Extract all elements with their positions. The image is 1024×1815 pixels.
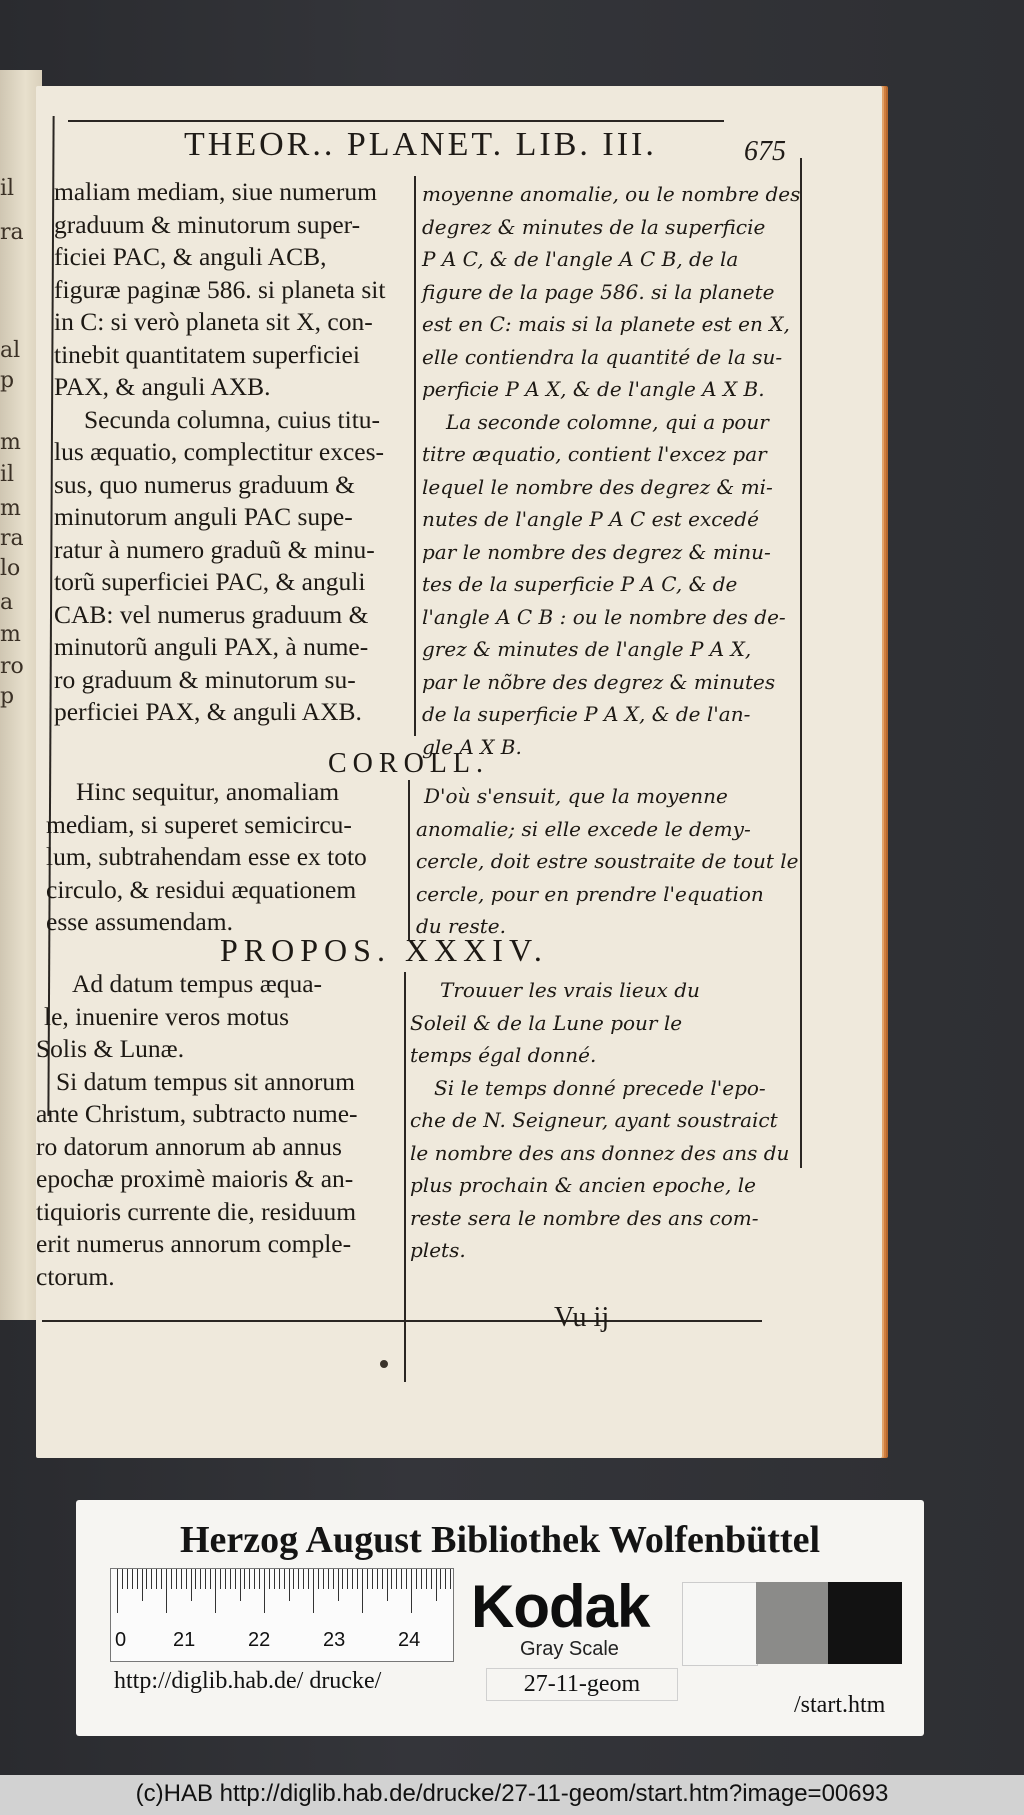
ruler-tick bbox=[352, 1569, 353, 1589]
ruler-tick bbox=[357, 1569, 358, 1589]
ruler-tick bbox=[235, 1569, 236, 1589]
text-line: gle A X B. bbox=[422, 734, 522, 759]
ruler-tick bbox=[431, 1569, 432, 1589]
text-line: du reste. bbox=[416, 914, 506, 938]
text-line: tes de la superficie P A C, & de bbox=[422, 572, 738, 596]
text-line: ro datorum annorum ab annus bbox=[36, 1131, 342, 1161]
ruler-tick bbox=[411, 1569, 412, 1613]
french-column-1 bbox=[422, 178, 800, 763]
text-line: ctorum. bbox=[36, 1261, 115, 1291]
latin-column-1 bbox=[54, 176, 385, 729]
ruler-tick bbox=[220, 1569, 221, 1589]
text-line: Si datum tempus sit annorum bbox=[56, 1066, 355, 1096]
copyright-url-text: (c)HAB http://diglib.hab.de/drucke/27-11-geom/start.htm?image=00693 bbox=[135, 1780, 889, 1807]
ruler-tick bbox=[421, 1569, 422, 1589]
bottom-rule bbox=[42, 1320, 762, 1322]
ruler-tick bbox=[210, 1569, 211, 1589]
ruler-tick bbox=[372, 1569, 373, 1589]
ruler-tick bbox=[259, 1569, 260, 1589]
text-line: lequel le nombre des degrez & mi- bbox=[422, 474, 773, 499]
text-line: P A C, & de l'angle A C B, de la bbox=[422, 247, 739, 271]
ruler-tick bbox=[396, 1569, 397, 1589]
facing-page-fragment: a bbox=[0, 590, 14, 615]
ruler-tick bbox=[117, 1569, 118, 1613]
text-line: Ad datum tempus æqua- bbox=[72, 969, 323, 998]
text-line: reste sera le nombre des ans com- bbox=[410, 1205, 759, 1230]
ruler-tick bbox=[161, 1569, 162, 1589]
ruler-tick bbox=[323, 1569, 324, 1589]
ruler-tick bbox=[215, 1569, 216, 1613]
ruler-tick bbox=[426, 1569, 427, 1589]
text-line: anomalie; si elle excede le demy- bbox=[416, 816, 751, 841]
text-line: de la superficie P A X, & de l'an- bbox=[422, 702, 751, 726]
text-line: sus, quo numerus graduum & bbox=[54, 469, 356, 499]
library-name: Herzog August Bibliothek Wolfenbüttel bbox=[179, 1519, 821, 1561]
ruler-tick bbox=[122, 1569, 123, 1589]
url-suffix: /start.htm bbox=[794, 1692, 886, 1718]
text-line: Hinc sequitur, anomaliam bbox=[76, 777, 340, 806]
color-calibration-target bbox=[76, 1500, 924, 1736]
ruler-tick bbox=[137, 1569, 138, 1589]
text-line: minutorum anguli PAC supe- bbox=[54, 502, 353, 531]
running-title: THEOR.. PLANET. LIB. III. bbox=[184, 126, 657, 163]
text-line: ante Christum, subtracto nume- bbox=[36, 1099, 358, 1128]
text-line: erit numerus annorum comple- bbox=[36, 1229, 352, 1258]
text-line: perficiei PAX, & anguli AXB. bbox=[54, 697, 362, 726]
signature-mark: Vu ij bbox=[554, 1302, 610, 1333]
ruler-tick bbox=[230, 1569, 231, 1589]
text-line: temps égal donné. bbox=[410, 1043, 597, 1067]
kodak-logo: Kodak bbox=[471, 1573, 650, 1640]
measurement-ruler bbox=[110, 1568, 454, 1662]
ruler-tick bbox=[181, 1569, 182, 1589]
facing-page-fragment: ro bbox=[0, 654, 24, 679]
ruler-tick bbox=[445, 1569, 446, 1589]
ruler-tick bbox=[146, 1569, 147, 1589]
ruler-tick bbox=[200, 1569, 201, 1589]
ruler-tick bbox=[347, 1569, 348, 1589]
ruler-tick bbox=[289, 1569, 290, 1601]
ruler-tick bbox=[132, 1569, 133, 1589]
text-line: La seconde colomne, qui a pour bbox=[446, 409, 769, 434]
ruler-tick bbox=[387, 1569, 388, 1601]
text-line: che de N. Seigneur, ayant soustraict bbox=[410, 1108, 778, 1132]
text-line: figuræ paginæ 586. si planeta sit bbox=[54, 274, 386, 304]
page-number: 675 bbox=[744, 136, 786, 167]
ruler-tick bbox=[308, 1569, 309, 1589]
text-line: Solis & Lunæ. bbox=[36, 1034, 185, 1063]
text-line: moyenne anomalie, ou le nombre des bbox=[422, 182, 801, 206]
column-divider bbox=[414, 176, 416, 736]
copyright-footer bbox=[0, 1775, 1024, 1815]
facing-page-fragment: p bbox=[0, 684, 15, 709]
ruler-tick bbox=[142, 1569, 143, 1601]
column-divider bbox=[408, 780, 410, 940]
ruler-tick bbox=[436, 1569, 437, 1601]
text-line: PAX, & anguli AXB. bbox=[54, 372, 271, 401]
ruler-tick bbox=[166, 1569, 167, 1613]
text-line: ficiei PAC, & anguli ACB, bbox=[54, 242, 327, 271]
ruler-tick bbox=[254, 1569, 255, 1589]
text-line: le nombre des ans donnez des ans du bbox=[410, 1140, 790, 1165]
facing-page-fragment: m bbox=[0, 622, 21, 647]
ruler-number: 24 bbox=[398, 1629, 421, 1651]
ruler-tick bbox=[151, 1569, 152, 1589]
facing-page-fragment: p bbox=[0, 368, 15, 393]
text-line: lus æquatio, complectitur exces- bbox=[54, 437, 384, 466]
ruler-tick bbox=[391, 1569, 392, 1589]
swatch-white bbox=[682, 1582, 758, 1666]
ruler-tick bbox=[244, 1569, 245, 1589]
latin-propos bbox=[36, 968, 358, 1293]
swatch-black bbox=[828, 1582, 902, 1664]
facing-page-fragment: ra bbox=[0, 220, 24, 245]
ink-dot bbox=[380, 1360, 388, 1368]
ruler-tick bbox=[416, 1569, 417, 1589]
text-line: graduum & minutorum super- bbox=[54, 209, 361, 239]
ruler-tick bbox=[195, 1569, 196, 1589]
ruler-tick bbox=[293, 1569, 294, 1589]
ruler-tick bbox=[298, 1569, 299, 1589]
ruler-tick bbox=[240, 1569, 241, 1601]
ruler-tick bbox=[249, 1569, 250, 1589]
latin-coroll bbox=[46, 776, 367, 939]
facing-page-fragment: m bbox=[0, 430, 21, 455]
facing-page-fragment: il bbox=[0, 176, 15, 201]
ruler-tick bbox=[186, 1569, 187, 1589]
facing-page-fragment: lo bbox=[0, 556, 21, 581]
text-line: maliam mediam, siue numerum bbox=[54, 177, 377, 206]
ruler-number: 22 bbox=[248, 1629, 271, 1651]
propos-heading: PROPOS. XXXIV. bbox=[220, 932, 548, 968]
text-line: figure de la page 586. si la planete bbox=[422, 279, 775, 304]
facing-page-fragment: m bbox=[0, 496, 21, 521]
text-line: est en C: mais si la planete est en X, bbox=[422, 312, 790, 336]
text-line: degrez & minutes de la superficie bbox=[422, 214, 766, 239]
text-line: par le nombre des degrez & minu- bbox=[422, 539, 771, 564]
text-line: CAB: vel numerus graduum & bbox=[54, 599, 369, 629]
ruler-tick bbox=[440, 1569, 441, 1589]
french-propos bbox=[410, 974, 789, 1267]
ruler-tick bbox=[284, 1569, 285, 1589]
french-coroll bbox=[416, 780, 798, 943]
ruler-tick bbox=[303, 1569, 304, 1589]
ruler-tick bbox=[382, 1569, 383, 1589]
text-line: in C: si verò planeta sit X, con- bbox=[54, 307, 373, 336]
text-line: tiquioris currente die, residuum bbox=[36, 1196, 357, 1226]
gray-scale-label: Gray Scale bbox=[520, 1638, 619, 1660]
text-line: nutes de l'angle P A C est excedé bbox=[422, 507, 759, 531]
text-line: cercle, pour en prendre l'equation bbox=[416, 881, 764, 906]
ruler-number: 23 bbox=[323, 1629, 346, 1651]
ruler-tick bbox=[225, 1569, 226, 1589]
text-line: ratur à numero graduũ & minu- bbox=[54, 534, 375, 564]
ruler-tick bbox=[362, 1569, 363, 1613]
ruler-tick bbox=[328, 1569, 329, 1589]
ruler-tick bbox=[264, 1569, 265, 1613]
ruler-tick bbox=[406, 1569, 407, 1589]
ruler-tick bbox=[176, 1569, 177, 1589]
ruler-tick bbox=[367, 1569, 368, 1589]
text-line: D'où s'ensuit, que la moyenne bbox=[424, 784, 728, 808]
text-line: circulo, & residui æquationem bbox=[46, 874, 357, 904]
text-line: plets. bbox=[410, 1238, 466, 1262]
ruler-tick bbox=[313, 1569, 314, 1613]
text-line: torũ superficiei PAC, & anguli bbox=[54, 567, 366, 596]
top-rule bbox=[68, 120, 724, 122]
text-line: minutorũ anguli PAX, à nume- bbox=[54, 632, 369, 661]
text-line: titre æquatio, contient l'excez par bbox=[422, 442, 767, 466]
text-line: perficie P A X, & de l'angle A X B. bbox=[422, 377, 765, 401]
ruler-tick bbox=[205, 1569, 206, 1589]
ruler-tick bbox=[338, 1569, 339, 1601]
ruler-tick bbox=[401, 1569, 402, 1589]
text-line: cercle, doit estre soustraite de tout le bbox=[416, 849, 799, 873]
text-line: l'angle A C B : ou le nombre des de- bbox=[422, 604, 786, 629]
ruler-tick bbox=[333, 1569, 334, 1589]
text-line: Soleil & de la Lune pour le bbox=[410, 1010, 683, 1035]
ruler-tick bbox=[269, 1569, 270, 1589]
text-line: Trouuer les vrais lieux du bbox=[440, 978, 700, 1002]
text-line: lum, subtrahendam esse ex toto bbox=[46, 842, 367, 871]
book-page bbox=[36, 86, 882, 1458]
ruler-tick bbox=[279, 1569, 280, 1589]
coroll-heading: COROLL. bbox=[328, 748, 489, 779]
url-prefix: http://diglib.hab.de/ drucke/ bbox=[114, 1668, 382, 1694]
ruler-number: 0 bbox=[115, 1629, 127, 1651]
text-line: Secunda columna, cuius titu- bbox=[84, 404, 381, 434]
ruler-tick bbox=[156, 1569, 157, 1589]
ruler-tick bbox=[274, 1569, 275, 1589]
text-line: mediam, si superet semicircu- bbox=[46, 809, 352, 839]
text-line: epochæ proximè maioris & an- bbox=[36, 1164, 354, 1193]
ruler-tick bbox=[342, 1569, 343, 1589]
ruler-tick bbox=[318, 1569, 319, 1589]
ruler-tick bbox=[127, 1569, 128, 1589]
ruler-tick bbox=[377, 1569, 378, 1589]
url-item-id: 27-11-geom bbox=[486, 1668, 678, 1701]
text-line: elle contiendra la quantité de la su- bbox=[422, 344, 783, 369]
swatch-gray bbox=[756, 1582, 828, 1664]
ruler-tick bbox=[450, 1569, 451, 1589]
column-divider bbox=[404, 972, 406, 1382]
text-line: par le nõbre des degrez & minutes bbox=[422, 669, 776, 694]
text-line: tinebit quantitatem superficiei bbox=[54, 339, 360, 369]
text-line: plus prochain & ancien epoche, le bbox=[410, 1173, 756, 1197]
text-line: grez & minutes de l'angle P A X, bbox=[422, 637, 752, 661]
facing-page-fragment: al bbox=[0, 338, 21, 363]
text-line: le, inuenire veros motus bbox=[44, 1001, 290, 1031]
text-line: Si le temps donné precede l'epo- bbox=[434, 1075, 766, 1100]
text-line: ro graduum & minutorum su- bbox=[54, 664, 356, 694]
facing-page-fragment: ra bbox=[0, 526, 24, 551]
ruler-tick bbox=[171, 1569, 172, 1589]
facing-page-fragment: il bbox=[0, 462, 15, 487]
text-line: esse assumendam. bbox=[46, 907, 233, 936]
ruler-tick bbox=[191, 1569, 192, 1601]
ruler-number: 21 bbox=[173, 1629, 196, 1651]
